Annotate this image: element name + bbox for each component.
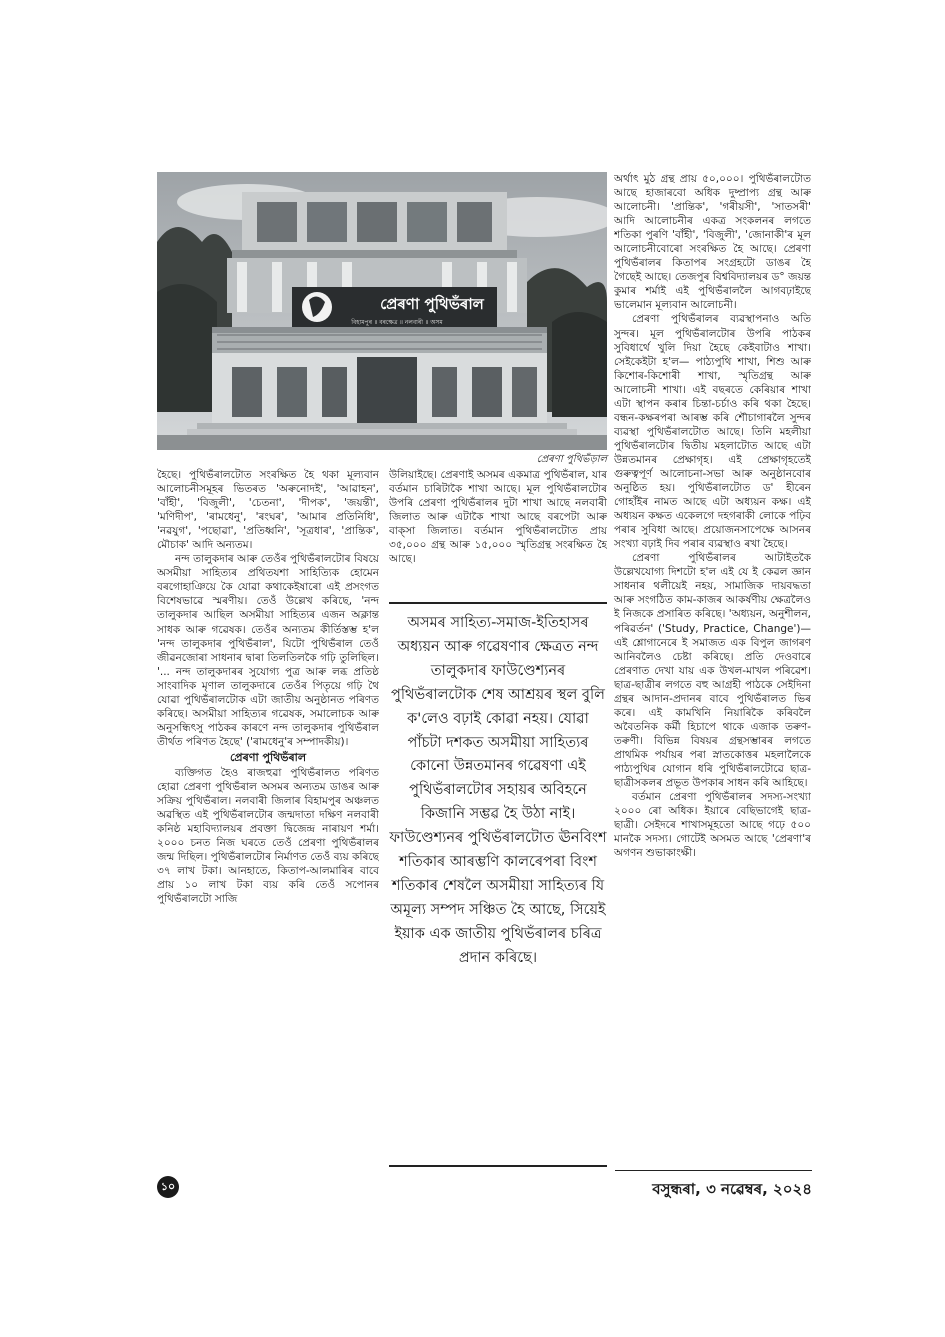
- section-subheading: প্ৰেৰণা পুথিভঁৰাল: [229, 750, 307, 764]
- left-paragraph-2: নন্দ তালুকদাৰ আৰু তেওঁৰ পুথিভঁৰালটোৰ বিষয়ে অসমীয়া সাহিত্যৰ প্ৰথিতযশা সাহিত্যিক হোমেন বৰগোহাঞিয়ে কৈ যোৱা কথাকেইষাৰো এই প্ৰসংগত বিশেষভাৱে স্মৰণীয়। তেওঁ উল্লেখ কৰিছে, 'নন্দ তালুকদাৰ আছিল অসমীয়া সাহিত্যৰ এজন অক্লান্ত সাধক আৰু গৱেষক। তেওঁৰ অন্যতম কীৰ্তিস্তম্ভ হ'ল 'নন্দ তালুকদাৰ পুথিভঁৰাল', যিটো পুথিভঁৰাল তেওঁ জীৱনজোৰা সাধনাৰ দ্বাৰা তিলতিলকৈ গঢ়ি তুলিছিল। '... নন্দ তালুকদাৰৰ সুযোগ্য পুত্ৰ আৰু লব্ধ প্ৰতিষ্ঠ সাংবাদিক মৃণাল তালুকদাৰে তেওঁৰ পিতৃয়ে গঢ়ি থৈ যোৱা পুথিভঁৰালটোক এটা জাতীয় অনুষ্ঠানত পৰিণত কৰিছে। অসমীয়া সাহিত্যৰ গৱেষক, সমালোচক আৰু অনুসন্ধিৎসু পাঠকৰ কাৰণে নন্দ তালুকদাৰ পুথিভঁৰাল তীৰ্থত পৰিণত হৈছে' ('ৰামধেনু'ৰ সম্পাদকীয়)।: [157, 553, 379, 748]
- left-paragraph-3: ব্যক্তিগত হৈও ৰাজহুৱা পুথিভঁৰালত পৰিণত হোৱা প্ৰেৰণা পুথিভঁৰাল অসমৰ অন্যতম ডাঙৰ আৰু সক্ৰিয় পুথিভঁৰাল। নলবাৰী জিলাৰ বিহামপুৰ অঞ্চলত অৱস্থিত এই পুথিভঁৰালটোৰ জন্মদাতা দক্ষিণ নলবাৰী কনিষ্ঠ মহাবিদ্যালয়ৰ প্ৰবক্তা দ্বিজেন্দ্ৰ নাৰায়ণ শৰ্মা। ২০০০ চনত নিজ ঘৰতে তেওঁ প্ৰেৰণা পুথিভঁৰালৰ জন্ম দিছিল। পুথিভঁৰালটোৰ নিৰ্মাণত তেওঁ ব্যয় কৰিছে ৩৭ লাখ টকা। আনহাতে, কিতাপ-আলমাৰিৰ বাবে প্ৰায় ১০ লাখ টকা ব্যয় কৰি তেওঁ সপোনৰ পুথিভঁৰালটো সাজি: [157, 766, 379, 906]
- footer-rule: [615, 1170, 812, 1171]
- right-paragraph-1: অৰ্থাৎ মুঠ গ্ৰন্থ প্ৰায় ৫০,০০০। পুথিভঁৰালটোত আছে হাজাৰবো অধিক দুষ্প্ৰাপ্য গ্ৰন্থ আৰু আলোচনী। 'প্ৰান্তিক', 'গৰীয়সী', 'সাতসৰী' আদি আলোচনীৰ একত্ৰ সংকলনৰ লগতে শতিকা পুৰণি 'বাঁহী', 'বিজুলী', 'জোনাকী'ৰ মূল আলোচনীবোৰো সংৰক্ষিত হৈ আছে। প্ৰেৰণা পুথিভঁৰালৰ কিতাপৰ সংগ্ৰহটো ডাঙৰ হৈ গৈছেই আছে। তেজপুৰ বিশ্ববিদ্যালয়ৰ ড° জয়ন্ত কুমাৰ শৰ্মাই এই পুথিভঁৰাললৈ আগবঢ়াইছে ভালেমান মূল্যবান আলোচনী।: [614, 173, 811, 312]
- right-paragraph-2: প্ৰেৰণা পুথিভঁৰালৰ ব্যৱস্থাপনাও অতি সুন্দৰ। মূল পুথিভঁৰালটোৰ উপৰি পাঠকৰ সুবিধাৰ্থে খুলি দিয়া হৈছে কেইবাটাও শাখা। সেইকেইটা হ'ল— পাঠ্যপুথি শাখা, শিশু আৰু কিশোৰ-কিশোৰী শাখা, স্মৃতিগ্ৰন্থ আৰু আলোচনী শাখা। এই বছৰতে কেৰিয়াৰ শাখা এটা স্থাপন কৰাৰ চিন্তা-চৰ্চাও কৰি থকা হৈছে। বন্ধন-কক্ষৰপৰা আৰম্ভ কৰি শৌচাগাৰলৈ সুন্দৰ ব্যৱস্থা পুথিভঁৰালটোত আছে। তিনি মহলীয়া পুথিভঁৰালটোৰ দ্বিতীয় মহলাটোত আছে এটা উন্নতমানৰ প্ৰেক্ষাগৃহ। এই প্ৰেক্ষাগৃহতেই গুৰুত্বপূৰ্ণ আলোচনা-সভা আৰু অনুষ্ঠানবোৰ অনুষ্ঠিত হয়। পুথিভঁৰালটোত ড' হীৰেন গোহাঁইৰ নামত আছে এটা অধ্যয়ন কক্ষ। এই অধ্যয়ন কক্ষত একেলগে দহগৰাকী লোকে পঢ়িব পৰাৰ সুবিধা আছে। প্ৰয়োজনসাপেক্ষে আসনৰ সংখ্যা বঢ়াই দিব পৰাৰ ব্যৱস্থাও ৰখা হৈছে।: [614, 313, 811, 551]
- page-number: ১০: [157, 1176, 179, 1198]
- library-photo: [157, 172, 607, 450]
- sign-main-text: প্ৰেৰণা পুথিভঁৰাল: [380, 295, 484, 313]
- right-paragraph-4: বৰ্তমান প্ৰেৰণা পুথিভঁৰালৰ সদস্য-সংখ্যা ২০০০ ৰো অধিক। ইয়াৰে বেছিভাগেই ছাত্ৰ-ছাত্ৰী। সেইদৰে শাখাসমূহতো আছে গঢ়ে ৫০০ মানকৈ সদস্য। গোটেই অসমত আছে 'প্ৰেৰণা'ৰ অগণন শুভাকাংক্ষী।: [614, 791, 811, 860]
- middle-column: [389, 468, 607, 588]
- publication-name-date: বসুন্ধৰা, ৩ নৱেম্বৰ, ২০২৪: [652, 1180, 812, 1198]
- sign-sub-text: বিহামপুৰ ॥ বৰক্ষেত্ৰ ॥ নলবাৰী ॥ অসম: [351, 319, 443, 326]
- right-paragraph-3: প্ৰেৰণা পুথিভঁৰালৰ আটাইতকৈ উল্লেখযোগ্য দিশটো হ'ল এই যে ই কেৱল জ্ঞান সাধনাৰ থলীয়েই নহয়, সামাজিক দায়বদ্ধতা আৰু সংগঠিত কাম-কাজৰ আকৰ্ষণীয় ক্ষেত্ৰলৈও ই নিজকে প্ৰসাৰিত কৰিছে। 'অধ্যয়ন, অনুশীলন, পৰিৱৰ্তন' ('Study, Practice, Change')— এই শ্লোগানেৰে ই সমাজত এক বিপুল জাগৰণ আনিবলৈও চেষ্টা কৰিছে। প্ৰতি দেওবাৰে প্ৰেৰণাত দেখা যায় এক উখল-মাখল পৰিৱেশ। ছাত্ৰ-ছাত্ৰীৰ লগতে বহু আগ্ৰহী পাঠকে সেইদিনা গ্ৰন্থৰ আদান-প্ৰদানৰ বাবে পুথিভঁৰালত ভিৰ কৰে। এই কামখিনি নিয়াৰিকৈ কৰিবলৈ অবৈতনিক কৰ্মী হিচাপে থাকে এজাক তৰুণ-তৰুণী। বিভিন্ন বিষয়ৰ গ্ৰন্থসম্ভাৰৰ লগতে প্ৰাথমিক পৰ্যায়ৰ পৰা স্নাতকোত্তৰ মহলালৈকে পাঠ্যপুথিৰ যোগান ধৰি পুথিভঁৰালটোৱে ছাত্ৰ-ছাত্ৰীসকলৰ প্ৰভূত উপকাৰ সাধন কৰি আহিছে।: [614, 552, 811, 790]
- right-column: [614, 172, 811, 1172]
- pull-quote: অসমৰ সাহিত্য-সমাজ-ইতিহাসৰ অধ্যয়ন আৰু গৱেষণাৰ ক্ষেত্ৰত নন্দ তালুকদাৰ ফাউণ্ডেশ্যনৰ পুথিভঁৰালটোক শেষ আশ্ৰয়ৰ স্থল বুলি ক'লেও বঢ়াই কোৱা নহয়। যোৱা পাঁচটা দশকত অসমীয়া সাহিত্যৰ কোনো উন্নতমানৰ গৱেষণা এই পুথিভঁৰালটোৰ সহায়ৰ অবিহনে কিজানি সম্ভৱ হৈ উঠা নাই। ফাউণ্ডেশ্যনৰ পুথিভঁৰালটোত ঊনবিংশ শতিকাৰ আৰম্ভণি কালৰেপৰা বিংশ শতিকাৰ শেষলৈ অসমীয়া সাহিত্যৰ যি অমূল্য সম্পদ সঞ্চিত হৈ আছে, সিয়েই ইয়াক এক জাতীয় পুথিভঁৰালৰ চৰিত্ৰ প্ৰদান কৰিছে।: [389, 602, 607, 1167]
- middle-paragraph-1: উলিয়াইছে। প্ৰেৰণাই অসমৰ একমাত্ৰ পুথিভঁৰাল, যাৰ বৰ্তমান চাৰিটাকৈ শাখা আছে। মূল পুথিভঁৰালটোৰ উপৰি প্ৰেৰণা পুথিভঁৰালৰ দুটা শাখা আছে নলবাৰী জিলাত আৰু এটাকৈ শাখা আছে বৰপেটা আৰু বাক্‌সা জিলাত। বৰ্তমান পুথিভঁৰালটোত প্ৰায় ৩৫,০০০ গ্ৰন্থ আৰু ১৫,০০০ স্মৃতিগ্ৰন্থ সংৰক্ষিত হৈ আছে।: [389, 469, 607, 566]
- left-paragraph-1: হৈছে। পুথিভঁৰালটোত সংৰক্ষিত হৈ থকা মূল্যবান আলোচনীসমূহৰ ভিতৰত 'অৰুনোদই', 'আৱাহন', 'বাঁহী', 'বিজুলী', 'চেতনা', 'দীপক', 'জয়ন্তী', 'মণিদীপ', 'ৰামধেনু', 'ৰংঘৰ', 'আমাৰ প্ৰতিনিধি', 'নৱযুগ', 'পছোৱা', 'প্ৰতিধ্বনি', 'সূত্ৰধাৰ', 'প্ৰান্তিক', মৌচাক' আদি অন্যতম।: [157, 469, 379, 552]
- publication-line: [652, 1178, 812, 1203]
- left-column: [157, 468, 379, 1170]
- photo-caption: প্ৰেৰণা পুথিভঁড়াল: [536, 454, 607, 465]
